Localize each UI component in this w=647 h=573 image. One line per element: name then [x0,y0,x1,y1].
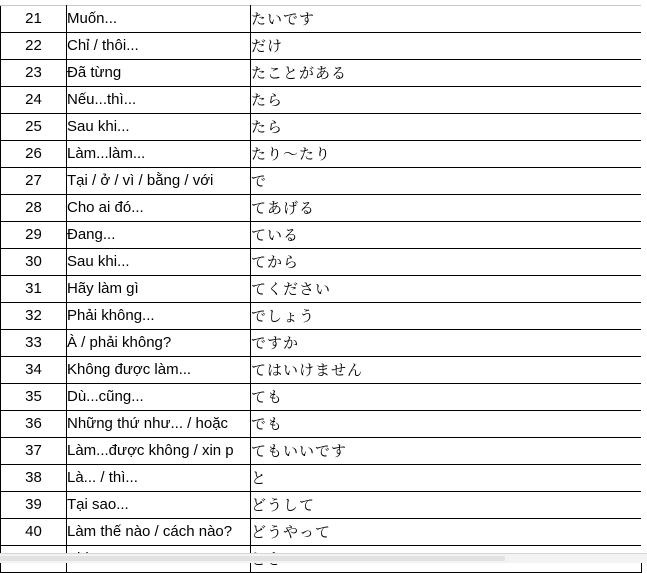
row-number-cell[interactable]: 26 [1,141,67,168]
table-row [1,33,642,60]
grammar-table [0,5,642,573]
vietnamese-meaning-cell[interactable]: À / phải không? [67,330,251,357]
japanese-grammar-cell[interactable]: と [251,465,642,492]
vietnamese-meaning-cell[interactable]: Dù...cũng... [67,384,251,411]
row-number-cell[interactable]: 27 [1,168,67,195]
grammar-table-body [1,6,642,573]
row-number-cell[interactable]: 33 [1,330,67,357]
vietnamese-meaning-cell[interactable]: Tại / ở / vì / bằng / với [67,168,251,195]
row-number-cell[interactable]: 38 [1,465,67,492]
table-row [1,384,642,411]
vietnamese-meaning-cell[interactable]: Đã từng [67,60,251,87]
vietnamese-meaning-cell[interactable]: Làm...được không / xin p [67,438,251,465]
japanese-grammar-cell[interactable]: てあげる [251,195,642,222]
table-row [1,195,642,222]
row-number-cell[interactable]: 21 [1,6,67,33]
japanese-grammar-cell[interactable]: どうやって [251,519,642,546]
japanese-grammar-cell[interactable]: どうして [251,492,642,519]
japanese-grammar-cell[interactable]: ている [251,222,642,249]
scrollbar-thumb[interactable] [0,556,505,561]
vietnamese-meaning-cell[interactable]: Đang... [67,222,251,249]
row-number-cell[interactable]: 22 [1,33,67,60]
japanese-grammar-cell[interactable]: てください [251,276,642,303]
japanese-grammar-cell[interactable]: で [251,168,642,195]
table-row [1,492,642,519]
table-row [1,6,642,33]
row-number-cell[interactable]: 30 [1,249,67,276]
japanese-grammar-cell[interactable]: たら [251,87,642,114]
vietnamese-meaning-cell[interactable]: Sau khi... [67,114,251,141]
table-row [1,357,642,384]
japanese-grammar-cell[interactable]: たいです [251,6,642,33]
table-row [1,222,642,249]
japanese-grammar-cell[interactable]: たことがある [251,60,642,87]
vietnamese-meaning-cell[interactable]: Chỉ / thôi... [67,33,251,60]
row-number-cell[interactable]: 40 [1,519,67,546]
table-row [1,303,642,330]
row-number-cell[interactable]: 37 [1,438,67,465]
row-number-cell[interactable]: 39 [1,492,67,519]
vietnamese-meaning-cell[interactable]: Phải không... [67,303,251,330]
row-number-cell[interactable]: 35 [1,384,67,411]
table-row [1,519,642,546]
japanese-grammar-cell[interactable]: ても [251,384,642,411]
vietnamese-meaning-cell[interactable]: Những thứ như... / hoặc [67,411,251,438]
table-row [1,465,642,492]
row-number-cell[interactable]: 32 [1,303,67,330]
japanese-grammar-cell[interactable]: てはいけません [251,357,642,384]
vietnamese-meaning-cell[interactable]: Muốn... [67,6,251,33]
vietnamese-meaning-cell[interactable]: Làm...làm... [67,141,251,168]
row-number-cell[interactable]: 36 [1,411,67,438]
row-number-cell[interactable]: 34 [1,357,67,384]
table-row [1,330,642,357]
table-row [1,114,642,141]
vietnamese-meaning-cell[interactable]: Sau khi... [67,249,251,276]
table-row [1,438,642,465]
table-row [1,276,642,303]
sheet-right-margin [641,0,647,553]
row-number-cell[interactable]: 24 [1,87,67,114]
table-row [1,60,642,87]
row-number-cell[interactable]: 23 [1,60,67,87]
table-row [1,168,642,195]
japanese-grammar-cell[interactable]: でも [251,411,642,438]
table-row [1,141,642,168]
japanese-grammar-cell[interactable]: だけ [251,33,642,60]
row-number-cell[interactable]: 28 [1,195,67,222]
japanese-grammar-cell[interactable]: でしょう [251,303,642,330]
vietnamese-meaning-cell[interactable]: Không được làm... [67,357,251,384]
vietnamese-meaning-cell[interactable]: Làm thế nào / cách nào? [67,519,251,546]
row-number-cell[interactable]: 31 [1,276,67,303]
vietnamese-meaning-cell[interactable]: Cho ai đó... [67,195,251,222]
vietnamese-meaning-cell[interactable]: Tại sao... [67,492,251,519]
japanese-grammar-cell[interactable]: たら [251,114,642,141]
vietnamese-meaning-cell[interactable]: Là... / thì... [67,465,251,492]
japanese-grammar-cell[interactable]: たり～たり [251,141,642,168]
table-row [1,249,642,276]
vietnamese-meaning-cell[interactable]: Nếu...thì... [67,87,251,114]
japanese-grammar-cell[interactable]: てから [251,249,642,276]
row-number-cell[interactable]: 29 [1,222,67,249]
row-number-cell[interactable]: 25 [1,114,67,141]
japanese-grammar-cell[interactable]: ですか [251,330,642,357]
table-row [1,411,642,438]
table-row [1,87,642,114]
japanese-grammar-cell[interactable]: てもいいです [251,438,642,465]
vietnamese-meaning-cell[interactable]: Hãy làm gì [67,276,251,303]
